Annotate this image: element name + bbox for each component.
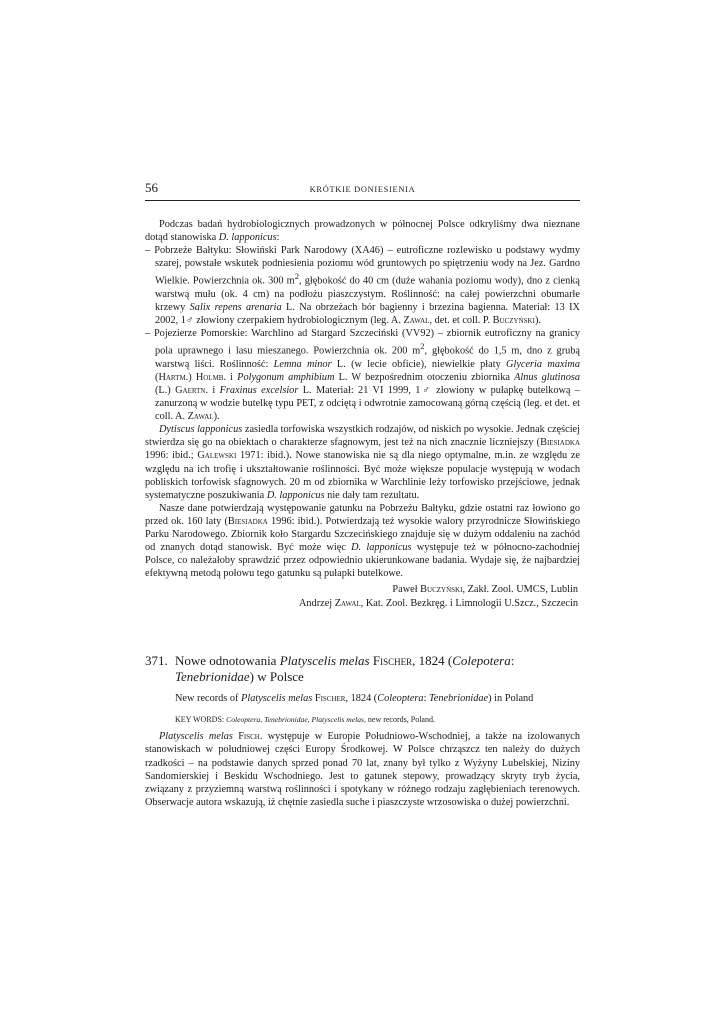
body-paragraph: Platyscelis melas Fisch. występuje w Europie Południowo-Wschodniej, a także na izolowanych stanowiskach w południowej części Europy Środkowej. W Polsce chrząszcz ten należy do dużych rzadkości – na podstawie danych sprzed ponad 70 lat, znany był tylko z Wyżyny Lubelskiej, Niziny Sandomierskiej i Beskidu Wschodniego. Jest to gatunek stepowy, prowadzący skryty tryb życia, związany z przyziemną warstwą roślinności i spotykany w różnego rodzaju zagłębieniach terenowych. Obserwacje autora wskazują, iż chętnie zasiedla suche i piaszczyste wrzosowiska o dużej powierzchni. [145,731,580,808]
running-title: KRÓTKIE DONIESIENIA [309,185,416,194]
intro-paragraph: Podczas badań hydrobiologicznych prowadzonych w północnej Polsce odkryliśmy dwa nieznane dotąd stanowiska D. lapponicus: [145,219,580,244]
site-list-item: – Pojezierze Pomorskie: Warchlino ad Stargard Szczeciński (VV92) – zbiornik eutroficzny na granicy pola uprawnego i lasu mieszanego. Powierzchnia ok. 200 $m^2$, głębokość do 1,5 m, dno z grubą warstwą liści. Roślinność: Lemna minor L. (w lecie obficie), niewielkie płaty Glyceria maxima (Hartm.) Holmb. i Polygonum amphibium L. W bezpośrednim otoczeniu zbiornika Alnus glutinosa (L.) Gaertn. i Fraxinus excelsior L. Materiał: 21 VI 1999, 1♂ złowiony w pułapkę butelkową – zanurzoną w wodzie butelkę typu PET, z odciętą i odwrotnie zamocowaną górną częścią (leg. et det. et coll. A. Zawal). [145,328,581,423]
article-body [145,730,580,809]
note-dytiscus [145,218,580,611]
body-paragraph: Nasze dane potwierdzają występowanie gatunku na Pobrzeżu Bałtyku, gdzie ostatni raz łowiono go przed ok. 160 laty (Biesiadka 1996: ibid.). Potwierdzają też wysokie walory przyrodnicze Słowińskiego Parku Narodowego. Zbiornik koło Stargardu Szczecińskiego znajduje się w dużym oddaleniu na zachód od znanych dotąd stanowisk. Być może więc D. lapponicus występuje też w północno-zachodniej Polsce, co należałoby sprawdzić przez odpowiednio ukierunkowane badania. Wydaje się, że najbardziej efektywną metodą połowu tego gatunku są pułapki butelkowe. [145,502,580,580]
page-content [145,180,580,809]
page-number: 56 [145,180,158,195]
author-signature: Andrzej Zawal, Kat. Zool. Bezkręg. i Limnologii U.Szcz., Szczecin [298,598,578,610]
article-number: 371. [145,653,168,669]
article-title-text: Nowe odnotowania Platyscelis melas Fischer, 1824 (Colepotera: Tenebrionidae) w Polsce [175,653,515,685]
body-paragraph: Dytiscus lapponicus zasiedla torfowiska wszystkich rodzajów, od niskich po wysokie. Jednak częściej stwierdza się go na obiektach o charakterze sfagnowym, jest też na nich znacznie liczniejszy (Biesiadka 1996: ibid.; Galewski 1971: ibid.). Nowe stanowiska nie są dla niego optymalne, m.in. ze względu ze względu na ich trofię i ukształtowanie roślinności. Być może większe populacje występują w wodach pobliskich torfowisk sfagnowych. 20 m od zbiornika w Warchlinie leży torfowisko przejściowe, jednak systematyczne poszukiwania D. lapponicus nie dały tam rezultatu. [145,424,580,501]
note-platyscelis [145,653,580,809]
running-header [145,180,580,201]
site-list-item: – Pobrzeże Bałtyku: Słowiński Park Narodowy (XA46) – eutroficzne rozlewisko u podstawy wydmy szarej, powstałe wskutek podniesienia poziomu wód gruntowych po spiętrzeniu wody na Jez. Gardno Wielkie. Powierzchnia ok. 300 $m^2$, głębokość do 40 cm (duże wahania poziomu wody), dno z cienką warstwą mułu (ok. 4 cm) na podłożu piaszczystym. Roślinność: na całej powierzchni obumarłe krzewy Salix repens arenaria L. Na obrzeżach bór bagienny i brzezina bagienna. Materiał: 13 IX 2002, 1♂ złowiony czerpakiem hydrobiologicznym (leg. A. Zawal, det. et coll. P. Buczyński). [145,245,580,327]
key-words: KEY WORDS: Coleoptera, Tenebrionidae, Platyscelis melas, new records, Poland. [175,715,435,725]
article-title [145,653,580,685]
english-title: New records of Platyscelis melas Fischer, 1824 (Coleoptera: Tenebrionidae) in Poland [175,693,534,705]
author-signature: Paweł Buczyński, Zakł. Zool. UMCS, Lublin [392,584,578,596]
author-signatures [145,583,580,611]
